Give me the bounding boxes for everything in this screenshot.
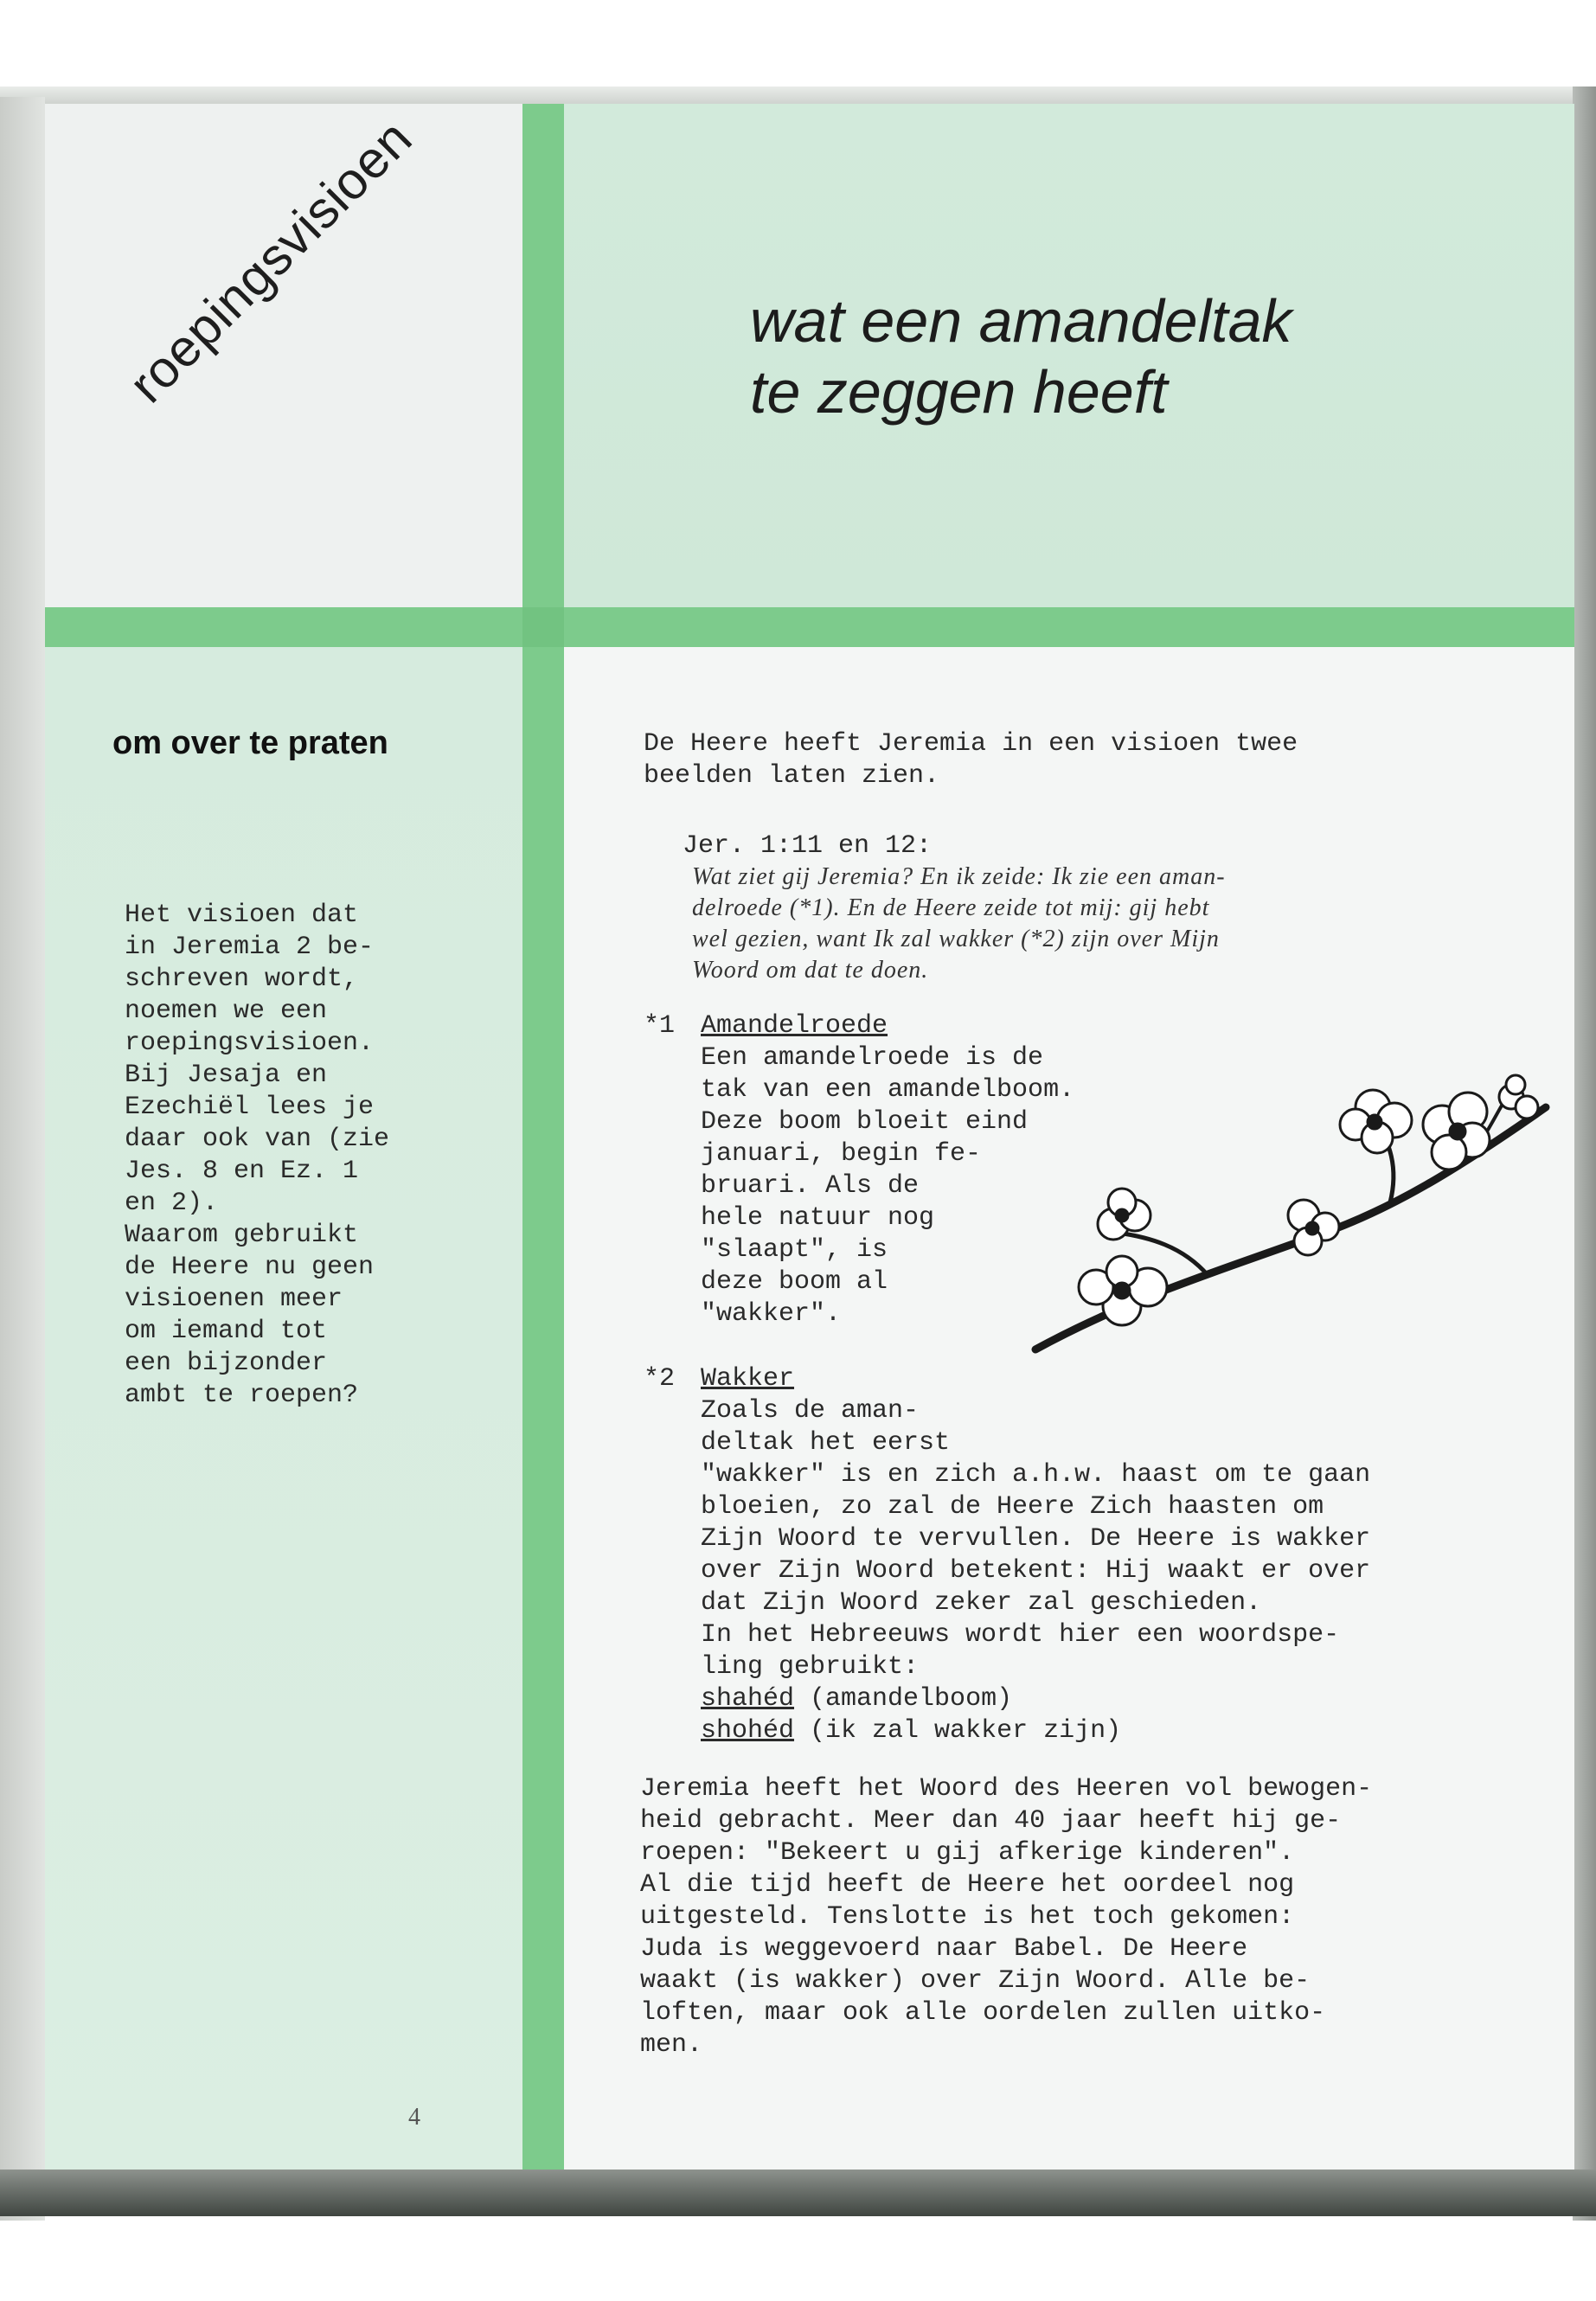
- note-2-marker: *2: [644, 1364, 676, 1394]
- top-left-panel: [45, 104, 522, 607]
- book-cover-edge-left: [0, 97, 45, 2221]
- note-2-text: Zoals de aman- deltak het eerst "wakker" is en zich a.h.w. haast om te gaan bloeien, zo zal de Heere Zich haasten om Zijn Woord te vervullen. De Heere is wakker over Zijn Woord betekent: Hij waakt er over dat Zijn Woord zeker zal geschieden. In het Hebreeuws wordt hier een woordspe- ling gebruikt:: [701, 1396, 1371, 1682]
- hebrew-word-shohed: shohéd: [701, 1716, 795, 1746]
- book-page: [45, 104, 1574, 2170]
- note-2-heading: Wakker: [701, 1364, 795, 1394]
- scan-edge-top: [0, 87, 1596, 104]
- vertical-green-stripe: [522, 104, 564, 2170]
- note-1-text: Een amandelroede is de tak van een amandelboom. Deze boom bloeit eind januari, begin fe- bruari. Als de hele natuur nog "slaapt", is deze boom al "wakker".: [701, 1043, 1075, 1329]
- hebrew-word-2-gloss: (ik zal wakker zijn): [794, 1716, 1122, 1746]
- blossom-flower: [1499, 1075, 1538, 1118]
- scripture-quote: Wat ziet gij Jeremia? En ik zeide: Ik zie een aman- delroede (*1). En de Heere zeide tot mij: gij hebt wel gezien, want Ik zal wakker (*2) zijn over Mijn Woord om dat te doen.: [692, 863, 1226, 984]
- discussion-text: Het visioen dat in Jeremia 2 be- schreven wordt, noemen we een roepingsvisioen. Bij Jesaja en Ezechiël lees je daar ook van (zie Jes. 8 en Ez. 1 en 2). Waarom gebruikt de Heere nu geen visioenen meer om iemand tot een bijzonder ambt te roepen?: [125, 901, 390, 1410]
- title-line-1: wat een amandeltak: [750, 287, 1292, 355]
- closing-paragraph: Jeremia heeft het Woord des Heeren vol bewogen- heid gebracht. Meer dan 40 jaar heeft hij ge- roepen: "Bekeert u gij afkerige kinderen". Al die tijd heeft de Heere het oordeel nog uitgesteld. Tenslotte is het toch gekomen: Juda is weggevoerd naar Babel. De Heere waakt (is wakker) over Zijn Woord. Alle be- loften, maar ook alle oordelen zullen uitko- men.: [640, 1774, 1373, 2060]
- blossom-flower: [1288, 1200, 1339, 1255]
- stripe-crossing: [522, 607, 564, 647]
- page-number: 4: [408, 2104, 420, 2131]
- blossom-flower: [1340, 1090, 1412, 1153]
- note-1-heading: Amandelroede: [701, 1011, 888, 1041]
- blossom-flower: [1098, 1189, 1151, 1240]
- hebrew-word-1-gloss: (amandelboom): [794, 1684, 1013, 1714]
- page-title: [750, 285, 1292, 427]
- hebrew-word-shahed: shahéd: [701, 1684, 795, 1714]
- rotated-section-label: roepingsvisioen: [118, 108, 424, 414]
- scripture-reference: Jer. 1:11 en 12:: [683, 831, 933, 861]
- book-cover-edge-right: [1573, 87, 1596, 2221]
- book-cover-edge-bottom: [0, 2170, 1596, 2216]
- blossom-flower: [1079, 1256, 1167, 1325]
- horizontal-green-stripe: [45, 607, 1574, 647]
- hebrew-word-2: [701, 1715, 1121, 1747]
- hebrew-word-1: [701, 1683, 1012, 1715]
- almond-blossom-illustration: [1027, 1073, 1563, 1367]
- discussion-heading: om over te praten: [112, 725, 388, 761]
- note-1-marker: *1: [644, 1011, 676, 1041]
- intro-paragraph: De Heere heeft Jeremia in een visioen twee beelden laten zien.: [644, 729, 1298, 791]
- title-line-2: te zeggen heeft: [750, 358, 1168, 426]
- blossom-flower: [1423, 1093, 1490, 1170]
